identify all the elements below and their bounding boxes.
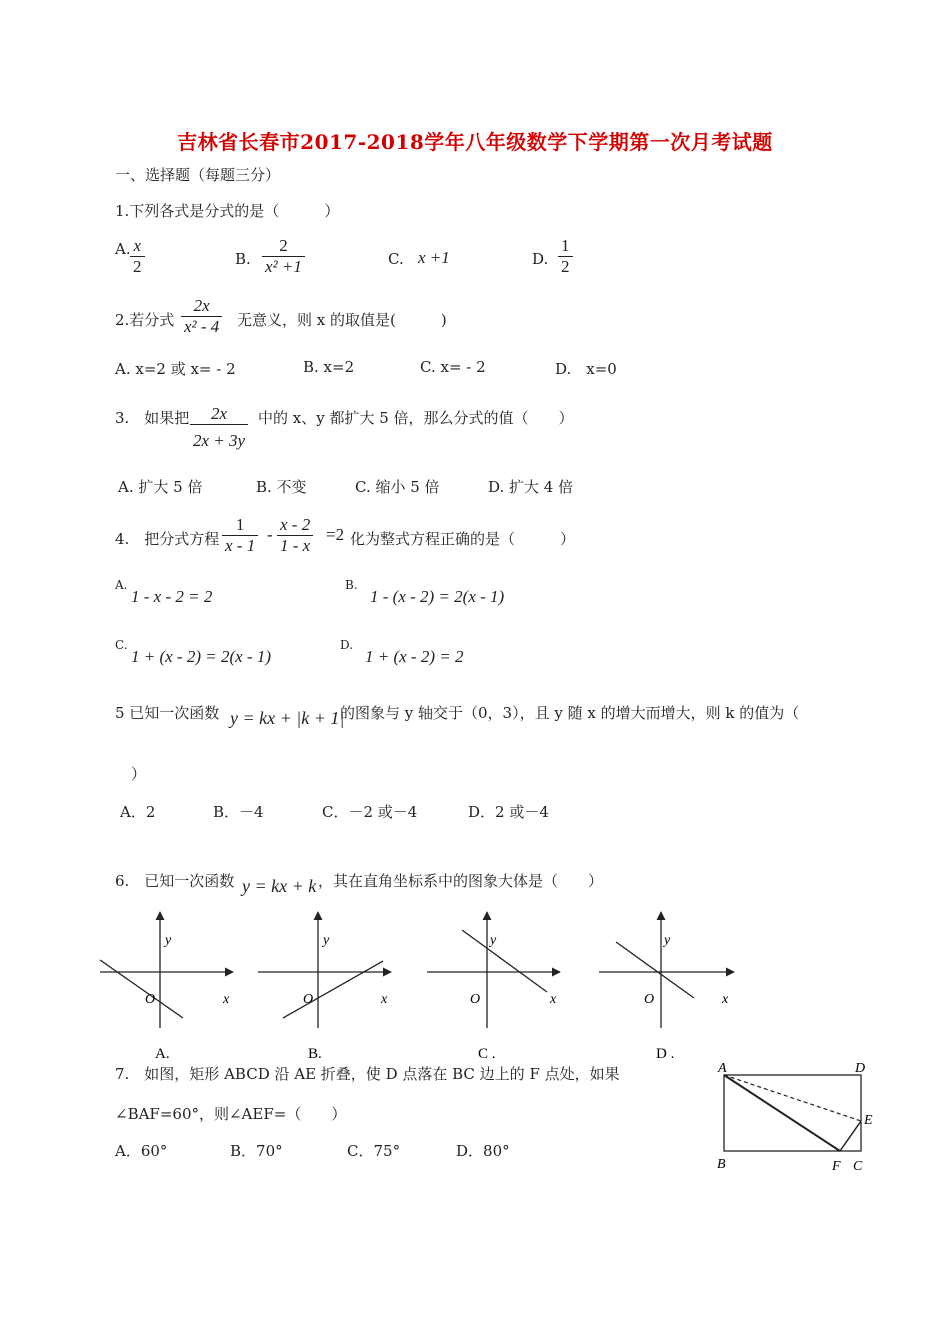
q2-suffix: 无意义，则 x 的取值是( ) (237, 311, 447, 329)
q1-b-numerator: 2 (279, 236, 288, 255)
q4-option-c: 1 + (x - 2) = 2(x - 1) (131, 647, 272, 666)
q7-option-c: C．75° (347, 1142, 401, 1160)
q5-prefix: 5 已知一次函数 (115, 704, 220, 722)
fold-line-ae (724, 1075, 861, 1121)
x-axis-label: x (381, 992, 388, 1007)
q5-close-paren: ） (131, 765, 147, 783)
origin-label: O (470, 992, 481, 1007)
q4-option-d: 1 + (x - 2) = 2 (365, 647, 464, 666)
q1-option-d-label: D. (532, 250, 549, 268)
function-line (616, 942, 694, 998)
q4-minus: - (267, 525, 273, 544)
q3-option-b: B. 不变 (256, 478, 307, 496)
q3-option-c: C. 缩小 5 倍 (355, 478, 440, 496)
q2-option-c: C. x= - 2 (420, 358, 486, 376)
graph-d-label: D . (656, 1046, 675, 1062)
q3-numerator: 2x (211, 404, 228, 423)
q1-option-c-label: C. (388, 250, 404, 268)
q7-option-b: B．70° (230, 1142, 283, 1160)
point-f: F (832, 1159, 841, 1174)
q4-fraction-2 (277, 515, 313, 556)
point-b: B (717, 1157, 726, 1172)
point-a: A (718, 1061, 727, 1076)
q6-graph-b (253, 908, 418, 1063)
q4-option-d-label: D. (340, 638, 354, 652)
graph-c-label: C . (478, 1046, 496, 1062)
q2-denominator: x² - 4 (181, 316, 222, 337)
q2-prefix: 2.若分式 (115, 311, 175, 329)
q4-option-c-label: C. (115, 638, 128, 652)
y-axis-label: y (490, 933, 497, 948)
q1-b-denominator: x² +1 (262, 256, 305, 277)
function-line (283, 961, 383, 1018)
q4-rhs: =2 (326, 525, 345, 544)
origin-label: O (145, 992, 156, 1007)
q1-option-c-expr: x +1 (418, 248, 450, 267)
q6-prefix: 6. 已知一次函数 (115, 872, 235, 890)
q1-d-numerator: 1 (561, 236, 570, 255)
q3-option-d: D. 扩大 4 倍 (488, 478, 574, 496)
q5-option-b: B．－4 (213, 803, 264, 821)
x-axis-label: x (722, 992, 729, 1007)
q2-option-b: B. x=2 (303, 358, 355, 376)
q4-prefix: 4. 把分式方程 (115, 530, 220, 548)
q3-prefix: 3. 如果把 (115, 409, 190, 427)
q2-numerator: 2x (193, 296, 210, 315)
q2-option-d: D. x=0 (555, 360, 617, 378)
graph-b-label: B. (308, 1046, 322, 1062)
segment-fe (840, 1121, 861, 1151)
q4-option-b: 1 - (x - 2) = 2(x - 1) (370, 587, 505, 606)
q4-fraction-2-numerator: x - 2 (280, 515, 311, 534)
q1-d-denominator: 2 (558, 256, 573, 277)
q1-option-a-fraction (130, 236, 145, 277)
q1-stem: 1.下列各式是分式的是（ ） (115, 202, 340, 220)
q4-fraction-2-denominator: 1 - x (277, 535, 313, 556)
y-axis-label: y (165, 933, 172, 948)
q7-line-2: ∠BAF=60°，则∠AEF=（ ） (115, 1105, 347, 1123)
q7-option-d: D．80° (456, 1142, 510, 1160)
q4-fraction-1-denominator: x - 1 (222, 535, 258, 556)
q6-graph-d (594, 908, 759, 1063)
q1-option-d-fraction (558, 236, 573, 277)
function-line (462, 930, 547, 992)
point-d: D (855, 1061, 866, 1076)
q4-option-a-label: A. (115, 578, 128, 592)
q5-option-d: D．2 或－4 (468, 803, 549, 821)
q4-fraction-1 (222, 515, 258, 556)
section-heading: 一、选择题（每题三分） (115, 166, 281, 184)
y-axis-label: y (323, 933, 330, 948)
point-e: E (864, 1113, 873, 1128)
q3-option-a: A. 扩大 5 倍 (118, 478, 203, 496)
q5-function: y = kx + |k + 1| (230, 708, 345, 728)
q6-graph-c (422, 908, 587, 1063)
q3-fraction (190, 404, 248, 451)
q4-option-b-label: B. (345, 578, 358, 592)
q4-suffix: 化为整式方程正确的是（ ） (350, 530, 576, 548)
q1-option-b-label: B. (235, 250, 251, 268)
q3-suffix: 中的 x、y 都扩大 5 倍，那么分式的值（ ） (258, 409, 574, 427)
q6-graph-a (95, 908, 260, 1063)
q5-option-a: A．2 (120, 803, 156, 821)
q7-rectangle-figure (712, 1058, 882, 1178)
page-title: 吉林省长春市2017-2018学年八年级数学下学期第一次月考试题 (177, 130, 773, 154)
q1-a-denominator: 2 (130, 256, 145, 277)
q5-option-c: C．－2 或－4 (322, 803, 418, 821)
q6-suffix: ，其在直角坐标系中的图象大体是（ ） (318, 872, 604, 890)
x-axis-label: x (223, 992, 230, 1007)
origin-label: O (303, 992, 314, 1007)
q5-suffix: 的图象与 y 轴交于（0，3），且 y 随 x 的增大而增大，则 k 的值为（ (340, 704, 800, 722)
q4-option-a: 1 - x - 2 = 2 (131, 587, 213, 606)
q7-line-1: 7. 如图，矩形 ABCD 沿 AE 折叠，使 D 点落在 BC 边上的 F 点处，如果 (115, 1065, 620, 1083)
q2-option-a: A. x=2 或 x= - 2 (115, 360, 236, 378)
x-axis-label: x (550, 992, 557, 1007)
graph-a-label: A. (155, 1046, 170, 1062)
function-line (100, 960, 183, 1018)
y-axis-label: y (664, 933, 671, 948)
q2-fraction (181, 296, 222, 337)
q7-option-a: A．60° (115, 1142, 168, 1160)
origin-label: O (644, 992, 655, 1007)
segment-af (724, 1075, 840, 1151)
q1-option-b-fraction (262, 236, 305, 277)
point-c: C (853, 1159, 863, 1174)
q3-denominator: 2x + 3y (190, 424, 248, 451)
q1-a-numerator: x (133, 236, 142, 255)
q6-function: y = kx + k (242, 876, 317, 896)
q4-fraction-1-numerator: 1 (235, 515, 245, 534)
rectangle-abcd (724, 1075, 861, 1151)
q1-option-a-label: A. (115, 240, 131, 258)
